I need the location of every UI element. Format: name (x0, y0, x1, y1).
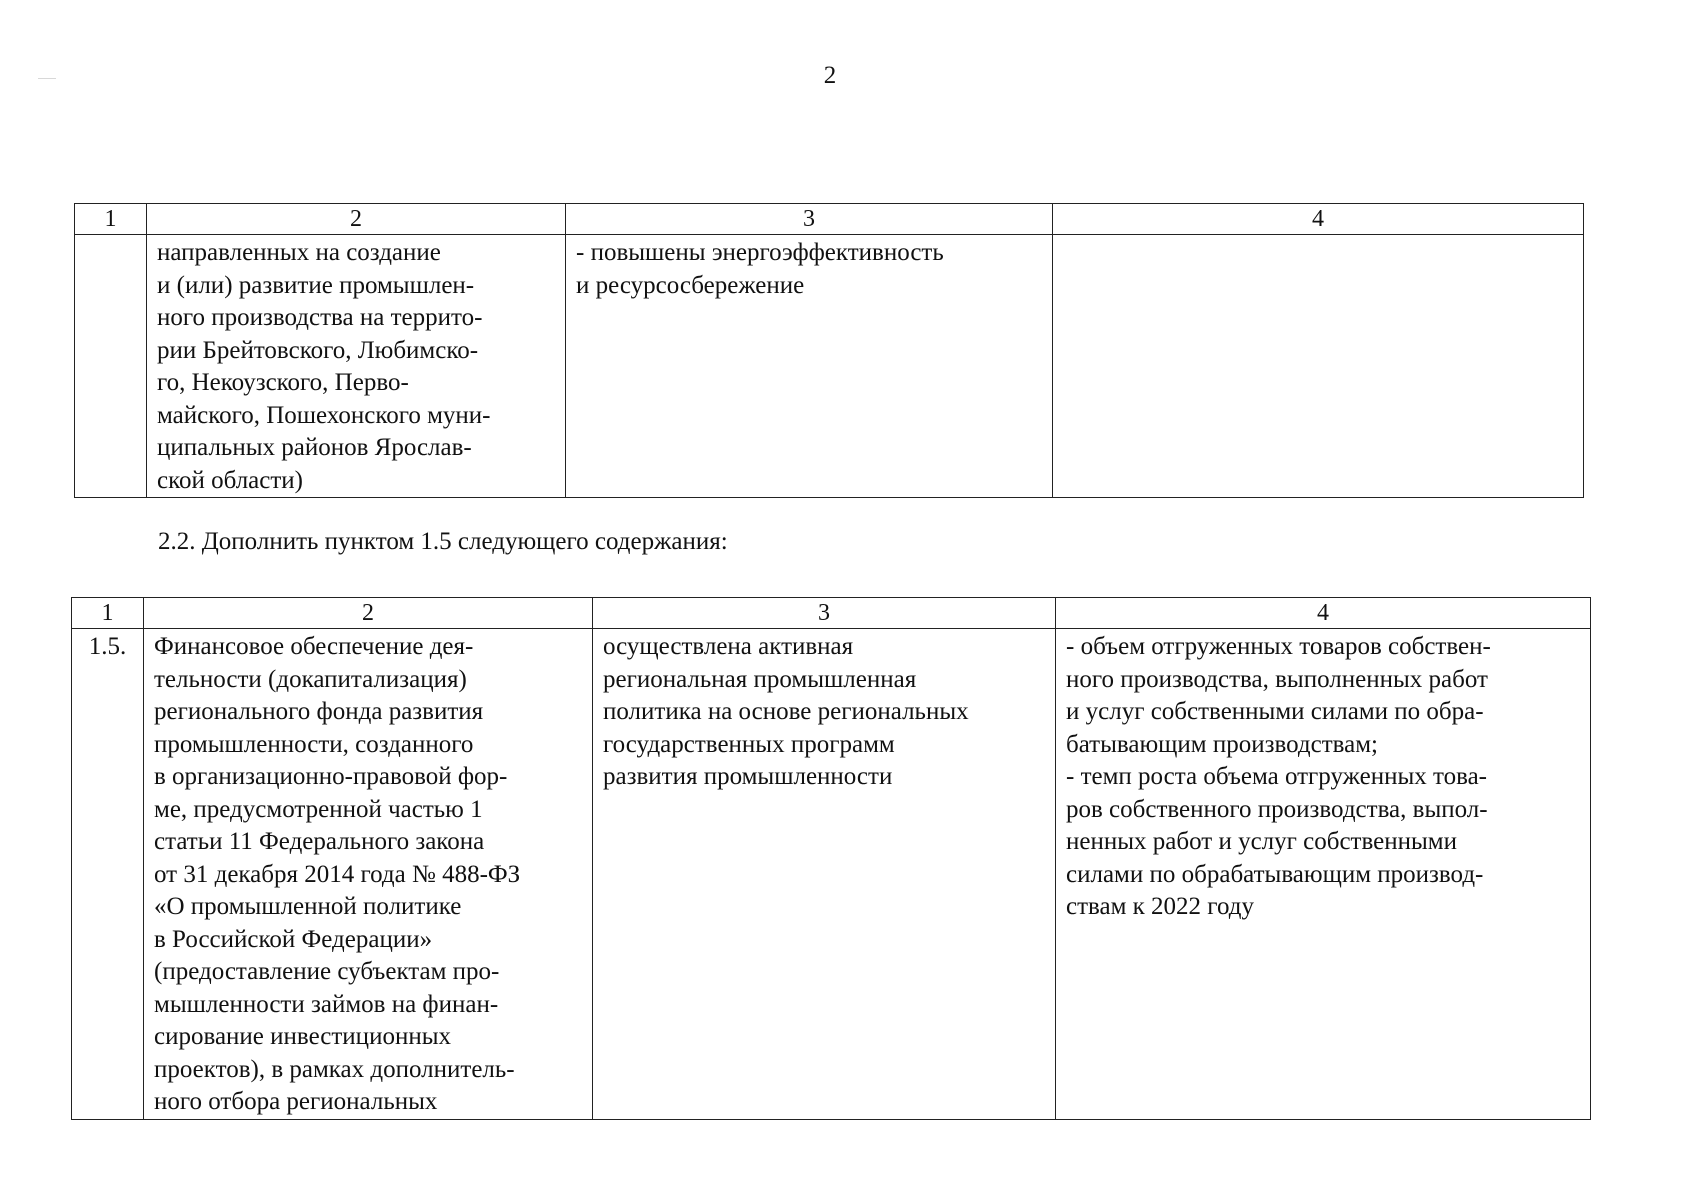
row-number-cell (75, 235, 147, 498)
table-row (72, 629, 1591, 1120)
column-header-4: 4 (1053, 204, 1584, 235)
measure-cell (144, 629, 593, 1120)
result-cell (593, 629, 1056, 1120)
amendment-paragraph: 2.2. Дополнить пунктом 1.5 следующего содержания: (158, 528, 728, 555)
indicator-text: - объем отгруженных товаров собствен- ного производства, выполненных работ и услуг собственными силами по обра- батывающим производствам; - темп роста объема отгруженных това- ров собственного производства, выпол- ненных работ и услуг собственными силами по обрабатывающим производ- ствам к 2022 году (1066, 633, 1491, 920)
column-header-1: 1 (72, 598, 144, 629)
table-header-row (72, 598, 1591, 629)
result-text: осуществлена активная региональная промышленная политика на основе региональных государственных программ развития промышленности (603, 633, 969, 790)
page-number: 2 (823, 62, 837, 89)
measure-text: направленных на создание и (или) развитие промышлен- ного производства на террито- рии Брейтовского, Любимско- го, Некоузского, Перво- майского, Пошехонского муни- ципальных районов Ярослав- ской области) (157, 239, 491, 494)
indicator-text (1053, 235, 1583, 237)
indicator-cell (1053, 235, 1584, 498)
measure-cell (147, 235, 566, 498)
result-text: - повышены энергоэффективность и ресурсосбережение (576, 239, 944, 299)
row-number (75, 235, 146, 237)
measure-text: Финансовое обеспечение дея- тельности (докапитализация) регионального фонда развития промышленности, созданного в организационно-правовой фор- ме, предусмотренной частью 1 статьи 11 Федерального закона от 31 декабря 2014 года № 488-ФЗ «О промышленной политике в Российской Федерации» (предоставление субъектам про- мышленности займов на финан- сирование инвестиционных проектов), в рамках дополнитель- ного отбора региональных (154, 633, 521, 1115)
continuation-table (74, 203, 1584, 498)
new-item-table (71, 597, 1591, 1120)
column-header-2: 2 (147, 204, 566, 235)
table-header-row (75, 204, 1584, 235)
row-number-cell (72, 629, 144, 1120)
column-header-2: 2 (144, 598, 593, 629)
column-header-4: 4 (1056, 598, 1591, 629)
column-header-3: 3 (593, 598, 1056, 629)
column-header-1: 1 (75, 204, 147, 235)
result-cell (566, 235, 1053, 498)
table-row (75, 235, 1584, 498)
row-number: 1.5. (88, 633, 127, 660)
indicator-cell (1056, 629, 1591, 1120)
column-header-3: 3 (566, 204, 1053, 235)
